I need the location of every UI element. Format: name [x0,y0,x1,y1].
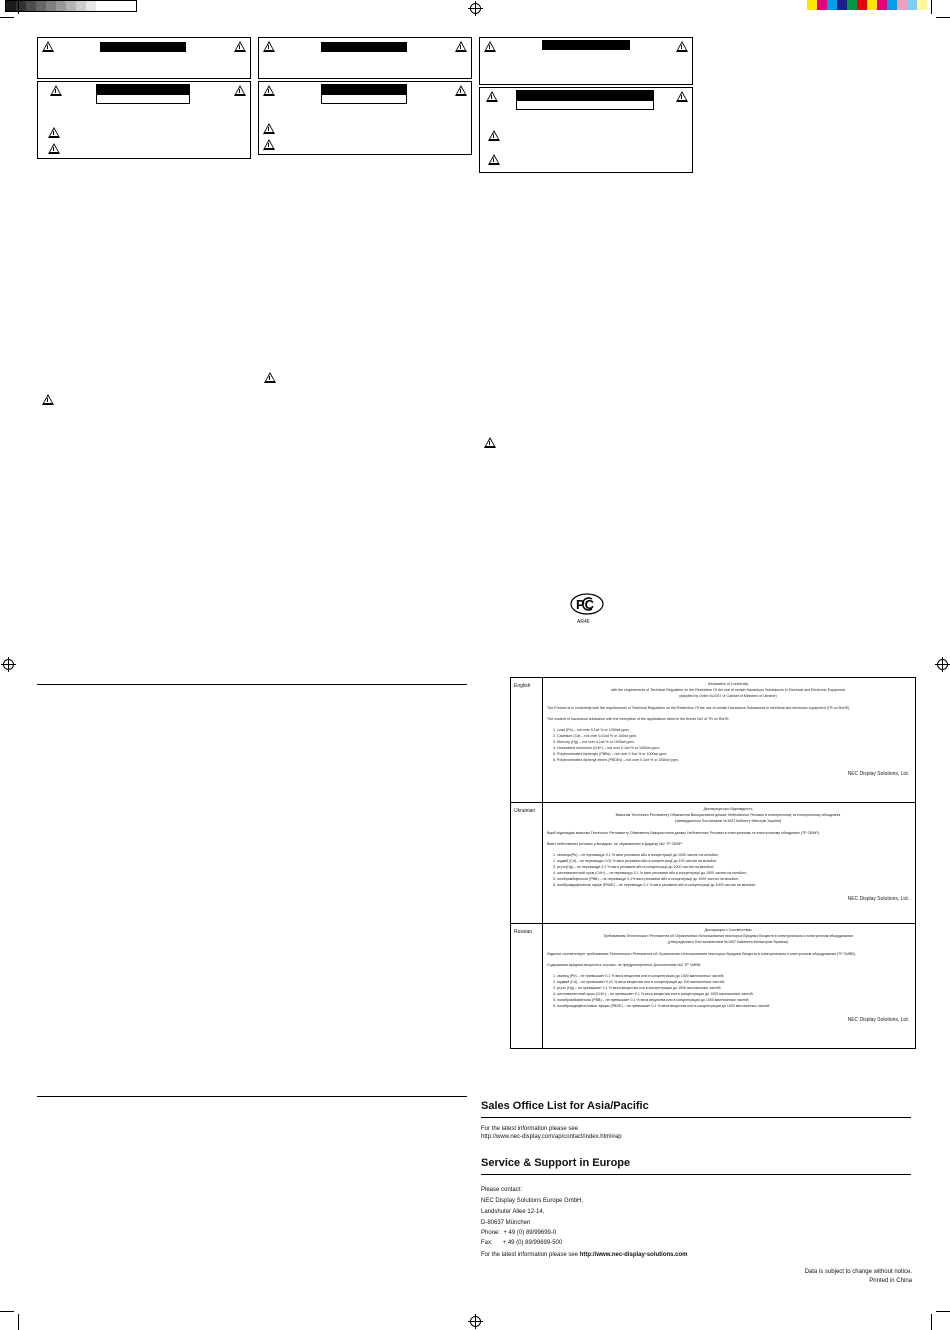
service-company: NEC Display Solutions Europe GmbH, [481,1198,584,1204]
declaration-content-intro: Содержание вредных веществ в случаях, не предусмотренных Дополнением №2 ТР ОИВВ: [547,963,702,967]
substance-item: 4. шестивалентный хром (Cr6+) – не превышает 0,1 % веса вещества или в концентрации до 1000 миллионных частей; [553,992,754,996]
crop-mark [931,0,932,14]
crop-mark [0,17,14,18]
table-column-divider [542,678,543,1048]
warning-icon [676,91,688,102]
color-swatch [917,0,927,10]
declaration-signature: NEC Display Solutions, Ltd. [847,896,909,902]
warning-icon [488,130,500,141]
registration-mark-left [3,659,14,670]
warning-icon [42,394,54,405]
color-swatch [807,0,817,10]
crop-mark [18,0,19,14]
gray-swatch [126,1,136,11]
substance-item: 2. кадмій (Cd) – не перевищує 0,01 % ваги речовини або в концентрації до 100 частин на мільйон; [553,859,718,863]
warning-icon [455,41,467,52]
substance-item: 5. полибромбифенолы (PBB) – не превышает 0,1 % веса вещества или в концентрации до 1000 миллионных частей; [553,998,750,1002]
service-title: Service & Support in Europe [481,1157,631,1169]
declaration-table [510,677,916,1049]
warning-icon [488,154,500,165]
warning-icon [263,41,275,52]
caution-heading-bar [96,84,190,94]
registration-mark-top [470,3,481,14]
gray-swatch [26,1,36,11]
table-row-divider [511,802,915,803]
warning-icon [48,143,60,154]
warning-icon [263,85,275,96]
color-swatch [857,0,867,10]
substance-item: 5. Polybrominated biphenyls (PBBs) – not over 0.1wt % or 1000wt ppm; [553,752,668,756]
gray-swatch [46,1,56,11]
warning-icon [42,41,54,52]
language-label-ukrainian: Ukrainian [514,808,536,814]
registration-mark-bottom [470,1316,481,1327]
table-row-divider [511,923,915,924]
warning-icon [455,85,467,96]
service-fax: Fax: + 49 (0) 89/99699-500 [481,1240,563,1246]
crop-mark [936,17,950,18]
declaration-adopted: (adopted by Order №1057 of Cabinet of Ministers of Ukraine) [679,694,777,698]
warning-box [258,37,472,79]
declaration-adopted: (утвержденного Постановлением №1057 Кабинета Министров Украины) [667,940,789,944]
sales-office-info: For the latest information please see [481,1126,579,1132]
declaration-subtitle: with the requirements of Technical Regulation on the Restriction Of the use of certain Hazardous Substances in Electrical and Electronic Equipment [610,688,846,692]
section-rule [481,1174,911,1175]
declaration-signature: NEC Display Solutions, Ltd. [847,771,909,777]
substance-item: 4. Hexavalent chromium (Cr6+) – not over 0.1wt % or 1000wt ppm; [553,746,660,750]
substance-item: 3. ртуть (Hg) – не превышает 0,1 % веса вещества или в концентрации до 1000 миллионных частей; [553,986,722,990]
declaration-signature: NEC Display Solutions, Ltd. [847,1017,909,1023]
service-contact: Please contact: [481,1187,523,1193]
gray-swatch [96,1,106,11]
color-swatch [817,0,827,10]
warning-icon [263,123,275,134]
color-swatch [877,0,887,10]
declaration-english [547,681,909,777]
caution-subheading-bar [321,94,407,104]
gray-swatch [86,1,96,11]
substance-item: 1. Lead (Pb) – not over 0.1wt % or 1000wt ppm; [553,728,630,732]
declaration-subtitle: Вимогам Технічного Регламенту Обмеження Використання деяких Небезпечних Речовин в електричному та електронному обладнанні [615,813,841,817]
substance-item: 2. Cadmium (Cd) – not over 0.01wt % or 100wt ppm; [553,734,637,738]
warning-icon [234,41,246,52]
sales-office-title: Sales Office List for Asia/Pacific [481,1100,649,1112]
caution-box [37,81,251,159]
caution-box [258,81,472,155]
declaration-statement: Виріб відповідає вимогам Технічного Регламенту Обмеження Використання деяких Небезпечних Речовин в електричному та електронному обладнанні (ТР ОВНР). [547,831,821,835]
language-label-english: English [514,683,531,689]
caution-box [479,87,693,173]
color-swatch [907,0,917,10]
declaration-title: Declaration of Conformity [707,682,749,686]
language-label-russian: Russian [514,929,533,935]
color-swatch [887,0,897,10]
pcc-mark-text: PC [576,597,595,612]
warning-icon [263,139,275,150]
warning-icon [484,437,496,448]
substance-list [547,727,909,763]
sales-office-link[interactable]: http://www.nec-display.com/ap/contact/index.html#ap [481,1134,622,1140]
service-city: D-80637 München [481,1220,531,1226]
crop-mark [931,1314,932,1330]
substance-item: 1. свинець(Pb) – не перевищує 0,1 % ваги речовини або в концентрації до 1000 частин на мільйон; [553,853,719,857]
declaration-content-intro: The content of hazardous substance with the exemption of the applications listed in the Annex №2 of TR on RoHS: [547,717,730,721]
substance-list [547,973,909,1009]
warning-heading-bar [542,40,630,50]
gray-scale-bar [5,0,137,12]
warning-box [479,37,693,85]
substance-item: 5. полібромбіфеноли (PBB) – не перевищує 0,1% ваги речовини або в концентрації до 1000 частин на мільйон; [553,877,739,881]
warning-icon [234,85,246,96]
declaration-statement: The Product is in conformity with the requirements of Technical Regulation on the Restriction Of the use of certain Hazardous Substances in electrical and electronic equipment (TR on RoHS). [547,706,851,710]
substance-item: 2. кадмий (Cd) – не превышает 0,01 % веса вещества или в концентрации до 100 миллионных частей; [553,980,725,984]
warning-icon [48,127,60,138]
service-latest-link[interactable]: http://www.nec-display-solutions.com [579,1252,688,1258]
declaration-russian [547,927,909,1023]
caution-subheading-bar [516,100,654,110]
substance-item: 4. шестивалентний хром (Cr6+) – не перевищує 0,1 % ваги речовини або в концентрації до 1000 частин на мільйон; [553,871,747,875]
change-notice: Data is subject to change without notice. [804,1269,912,1275]
color-swatch [897,0,907,10]
crop-mark [18,1314,19,1330]
pcc-certification-mark [570,593,604,615]
substance-item: 3. ртуть(Hg) – не перевищує 0,1 % ваги речовини або в концентрації до 1000 частин на мільйон; [553,865,715,869]
declaration-content-intro: Вміст небезпечних речовин у випадках, не обумовлених в Додатку №2 ТР ОВНР: [547,842,683,846]
section-rule [481,1117,911,1118]
gray-swatch [36,1,46,11]
printed-in: Printed in China [869,1278,912,1284]
declaration-subtitle: Требованиям Технического Регламента об Ограничении Использования некоторых Вредных Веществ в электрическом и электронном оборудовании [603,934,853,938]
declaration-title: Декларація про Відповідність [703,807,753,811]
color-calibration-bar [807,0,927,10]
caution-heading-bar [321,84,407,94]
gray-swatch [106,1,116,11]
warning-icon [264,372,276,383]
crop-mark [0,1311,14,1312]
gray-swatch [76,1,86,11]
warning-icon [50,85,62,96]
registration-mark-right [937,659,948,670]
cert-code: AR46 [577,619,590,625]
substance-item: 3. Mercury (Hg) – not over 0.1wt % or 1000wt ppm; [553,740,635,744]
warning-icon [676,41,688,52]
caution-subheading-bar [96,94,190,104]
substance-item: 6. полібромдифенілові ефіри (PBDE) – не перевищує 0,1 % ваги речовини або в концентрації до 1000 частин на мільйон. [553,883,757,887]
warning-box [37,37,251,79]
substance-item: 1. свинец (Pb) – не превышает 0,1 % веса вещества или в концентрации до 1000 миллионных частей; [553,974,725,978]
gray-swatch [66,1,76,11]
crop-mark [936,1311,950,1312]
service-latest [481,1251,688,1260]
service-phone: Phone: + 49 (0) 89/99699-0 [481,1230,557,1236]
warning-heading-bar [321,42,407,52]
gray-swatch [6,1,16,11]
warning-heading-bar [100,42,186,52]
section-rule [37,684,467,685]
declaration-ukrainian [547,806,909,902]
gray-swatch [56,1,66,11]
color-swatch [847,0,857,10]
substance-item: 6. полибромдифеноловые эфиры (PBDE) – не превышает 0,1 % веса вещества или в концентрации до 1000 миллионных частей. [553,1004,771,1008]
substance-item: 6. Polybrominated diphenyl ethers (PBDEs) – not over 0.1wt % or 1000wt ppm. [553,758,679,762]
warning-icon [486,91,498,102]
warning-icon [484,41,496,52]
caution-heading-bar [516,90,654,100]
gray-swatch [116,1,126,11]
declaration-title: Декларация о Соответствии [704,928,752,932]
declaration-adopted: (затвердженого Постановою №1057 Кабінету Міністрів України) [674,819,782,823]
color-swatch [867,0,877,10]
service-latest-prefix: For the latest information please see [481,1252,579,1258]
substance-list [547,852,909,888]
section-rule [37,1096,467,1097]
color-swatch [837,0,847,10]
color-swatch [827,0,837,10]
service-street: Landshuter Allee 12-14, [481,1209,545,1215]
declaration-statement: Изделие соответствует требованиям Технического Регламента об Ограничении Использования некоторых Вредных Веществ в электрическом и электронном оборудовании (ТР ОИВВ). [547,952,857,956]
